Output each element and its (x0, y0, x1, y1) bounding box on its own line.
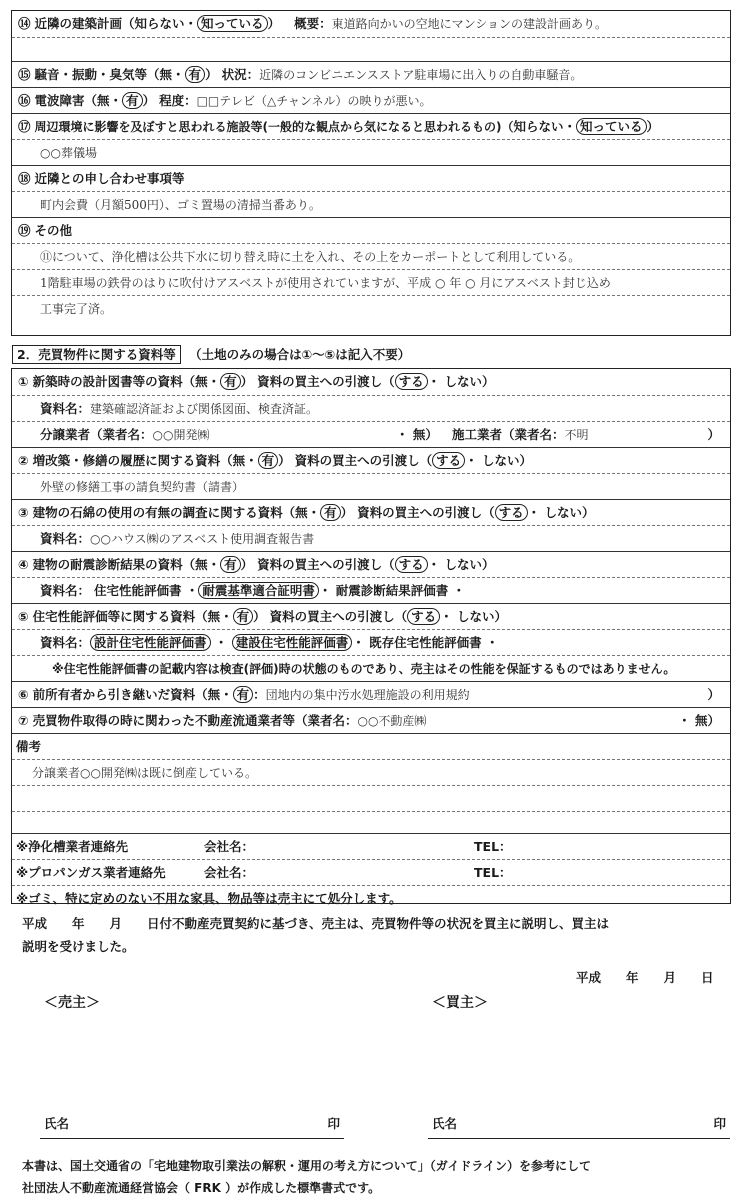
doc-name-value: 建築確認済証および関係図面、検査済証。 (90, 402, 319, 416)
separator: ・ (307, 505, 321, 520)
option-yes-circled: 有 (233, 686, 254, 703)
evaluation-note: ※住宅性能評価書の記載内容は検査(評価)時の状態のものであり、売主はその性能を保証するものではありません。 (52, 662, 676, 676)
remarks-value-row (12, 759, 730, 785)
handover-no: ・ しない） (427, 374, 495, 389)
colon: ： (253, 687, 266, 702)
handover-label: 資料の買主への引渡し（ (269, 609, 408, 624)
item-label: 周辺環境に影響を及ぼすと思われる施設等(一般的な観点から気になると思われるもの)（ (34, 120, 514, 134)
remarks-blank-row-2 (12, 811, 730, 833)
separator: ・ (207, 557, 221, 572)
performance-doc-option: 住宅性能評価書 ・ (94, 583, 199, 598)
remarks-label: 備考 (16, 739, 42, 754)
seller-signature-line[interactable] (40, 1114, 344, 1139)
garbage-note: ※ゴミ、特に定めのない不用な家具、物品等は売主にて処分します。 (16, 891, 402, 906)
item-label: 近隣との申し合わせ事項等 (34, 171, 185, 186)
paren: ） (240, 374, 254, 389)
item-number: ⑯ (18, 93, 31, 108)
separator: ・ (109, 93, 123, 108)
item-1-vendor-row (12, 421, 730, 447)
option-yes-circled: 有 (233, 608, 254, 625)
item-17-row (12, 113, 730, 139)
doc-name-label: 資料名： (40, 635, 91, 650)
company-label: 会社名： (204, 839, 255, 854)
status-label: 状況： (221, 67, 260, 82)
summary-value: 東道路向かいの空地にマンションの建設計画あり。 (331, 17, 608, 31)
seller-name-label: 氏名 (44, 1116, 70, 1131)
paren: ） (253, 609, 266, 624)
item-label: 住宅性能評価等に関する資料（ (32, 609, 208, 624)
facility-value: ○○葬儀場 (40, 146, 97, 160)
item-number: ① (18, 374, 29, 389)
item-label: 建物の石綿の使用の有無の調査に関する資料（ (32, 505, 296, 520)
buyer-signature-line[interactable] (428, 1114, 730, 1139)
design-eval-circled: 設計住宅性能評価書 (90, 634, 211, 651)
other-text: ⑪について、浄化槽は公共下水に切り替え時に土を入れ、その上をカーポートとして利用している。 (40, 250, 581, 264)
existing-eval-option: ・ 既存住宅性能評価書 ・ (352, 635, 499, 650)
propane-contact-row (12, 859, 730, 885)
item-1-row (12, 369, 730, 395)
item-label: 増改築・修繕の履歴に関する資料（ (32, 453, 233, 468)
option-yes-circled: 有 (258, 452, 279, 469)
item-2-value-row (12, 473, 730, 499)
developer-none: ・ 無） (396, 427, 438, 442)
documents-section (11, 368, 731, 904)
option-yes-circled: 有 (220, 556, 241, 573)
paren: ） (142, 93, 156, 108)
remarks-blank-row-1 (12, 785, 730, 811)
option-none: 無 (195, 374, 208, 389)
item-number: ⑥ (18, 687, 29, 702)
item-6-row (12, 681, 730, 707)
separator: ・ (245, 453, 258, 468)
handover-no: ・ しない） (427, 557, 495, 572)
item-number: ② (18, 453, 29, 468)
option-yes-circled: 有 (220, 373, 241, 390)
item-16-row (12, 87, 730, 113)
separator: ・ (220, 609, 233, 624)
section-2-title: 2．売買物件に関する資料等 (12, 345, 181, 364)
item-19-line-1 (12, 243, 730, 269)
separator: ・ (184, 16, 198, 31)
paren: ） (205, 67, 218, 82)
developer-value: ○○開発㈱ (152, 428, 210, 442)
buyer-name-label: 氏名 (432, 1116, 458, 1131)
item-14-blank-row (12, 37, 730, 61)
contractor-label: 施工業者（業者名： (452, 427, 565, 442)
item-4-row (12, 551, 730, 577)
paren: ） (240, 557, 254, 572)
option-none: 無 (97, 93, 110, 108)
item-number: ⑭ (18, 16, 31, 31)
handover-yes-circled: する (495, 504, 528, 521)
item-label: 建物の耐震診断結果の資料（ (32, 557, 196, 572)
item-3-row (12, 499, 730, 525)
item-7-row (12, 707, 730, 733)
item-18-row (12, 165, 730, 191)
degree-label: 程度： (159, 93, 197, 108)
option-none: 無 (195, 557, 208, 572)
seismic-cert-circled: 耐震基準適合証明書 (198, 582, 319, 599)
repair-doc-value: 外壁の修繕工事の請負契約書（請書） (40, 480, 245, 494)
item-number: ③ (18, 505, 29, 520)
paren: ） (267, 16, 281, 31)
degree-value: □□テレビ（△チャンネル）の映りが悪い。 (196, 94, 432, 108)
item-number: ⑱ (18, 171, 31, 186)
item-label: その他 (34, 223, 73, 238)
agreement-value: 町内会費（月額500円）、ゴミ置場の清掃当番あり。 (40, 198, 321, 212)
item-5-doc-row: 資料名： 設計住宅性能評価書 ・ 建設住宅性能評価書 ・ 既存住宅性能評価書 ・ (12, 629, 730, 655)
item-label: 新築時の設計図書等の資料（ (32, 374, 196, 389)
separator: ・ (172, 67, 185, 82)
option-know-circled: 知っている (576, 118, 647, 135)
option-yes-circled: 有 (320, 504, 341, 521)
declaration-line-2: 説明を受けました。 (22, 939, 135, 954)
handover-label: 資料の買主への引渡し（ (357, 505, 495, 520)
item-14-row (12, 11, 730, 37)
handover-yes-circled: する (395, 556, 428, 573)
tel-label: TEL： (474, 839, 512, 854)
handover-no: ・ しない） (465, 453, 533, 468)
sign-date: 平成 年 月 日 (576, 970, 714, 985)
item-label: 近隣の建築計画（ (34, 16, 135, 31)
option-yes-circled: 有 (122, 92, 143, 109)
paren: ） (340, 505, 354, 520)
buyer-seal-label: 印 (713, 1116, 726, 1131)
item-label: 売買物件取得の時に関わった不動産流通業者等（業者名： (32, 713, 358, 728)
remarks-header-row (12, 733, 730, 759)
summary-label: 概要： (294, 16, 332, 31)
section-2-header (12, 345, 410, 363)
handover-label: 資料の買主への引渡し（ (294, 453, 433, 468)
inherited-doc-value: 団地内の集中汚水処理施設の利用規約 (265, 688, 470, 702)
handover-no: ・ しない） (440, 609, 508, 624)
item-number: ⑲ (18, 223, 31, 238)
option-dont-know: 知らない (134, 16, 185, 31)
footnote-line-1: 本書は、国土交通省の「宅地建物取引業法の解釈・運用の考え方について」（ガイドライン）を参考にして (22, 1159, 592, 1173)
option-none: 無 (159, 67, 173, 82)
separator: ・ (207, 374, 221, 389)
declaration-line-1: 平成 年 月 日付不動産売買契約に基づき、売主は、売買物件等の状況を買主に説明し、買主は (22, 916, 610, 931)
contractor-value: 不明 (564, 428, 589, 442)
option-none: 無 (207, 687, 221, 702)
broker-value: ○○不動産㈱ (357, 714, 427, 728)
option-dont-know: 知らない (513, 119, 564, 134)
item-19-line-2 (12, 269, 730, 295)
item-5-note-row (12, 655, 730, 681)
item-4-doc-row (12, 577, 730, 603)
item-number: ⑦ (18, 713, 29, 728)
doc-name-value: ○○ハウス㈱のアスベスト使用調査報告書 (90, 532, 315, 546)
option-none: 無 (232, 453, 246, 468)
remarks-value: 分譲業者○○開発㈱は既に倒産している。 (32, 766, 257, 780)
section-2-note: （土地のみの場合は①～⑤は記入不要） (189, 347, 411, 362)
seller-label: ＜売主＞ (44, 995, 100, 1011)
buyer-label: ＜買主＞ (432, 995, 488, 1011)
paren: ） (707, 687, 720, 702)
item-number: ⑮ (18, 67, 31, 82)
seller-seal-label: 印 (327, 1116, 340, 1131)
item-label: 電波障害（ (34, 93, 98, 108)
item-19-line-3 (12, 295, 730, 321)
option-yes-circled: 有 (185, 66, 206, 83)
status-value: 近隣のコンビニエンスストア駐車場に出入りの自動車騒音。 (259, 68, 583, 82)
other-text: 工事完了済。 (40, 302, 113, 316)
option-know-circled: 知っている (197, 15, 268, 32)
item-5-row (12, 603, 730, 629)
item-19-row (12, 217, 730, 243)
item-number: ⑰ (18, 119, 31, 134)
doc-name-label: 資料名： (40, 531, 91, 546)
item-1-doc-row (12, 395, 730, 421)
item-number: ⑤ (18, 609, 29, 624)
item-3-doc-row (12, 525, 730, 551)
developer-label: 分譲業者（業者名： (40, 427, 153, 442)
propane-contact-label: ※プロパンガス業者連絡先 (16, 865, 166, 880)
tel-label: TEL： (474, 865, 512, 880)
septic-contact-label: ※浄化槽業者連絡先 (16, 839, 129, 854)
item-18-value-row (12, 191, 730, 217)
garbage-note-row (12, 885, 730, 911)
paren: ） (707, 427, 720, 442)
item-2-row (12, 447, 730, 473)
paren: ） (646, 119, 660, 134)
item-15-row (12, 61, 730, 87)
doc-name-label: 資料名： (40, 401, 91, 416)
neighborhood-section (11, 10, 731, 336)
item-17-value-row (12, 139, 730, 165)
item-number: ④ (18, 557, 29, 572)
handover-yes-circled: する (432, 452, 465, 469)
option-none: 無 (295, 505, 308, 520)
handover-yes-circled: する (407, 608, 440, 625)
footnote-line-2: 社団法人不動産流通経営協会（ FRK ）が作成した標準書式です。 (22, 1181, 381, 1195)
handover-label: 資料の買主への引渡し（ (257, 374, 395, 389)
broker-none: ・ 無） (678, 713, 720, 728)
seismic-diagnosis-option: ・ 耐震診断結果評価書 ・ (318, 583, 466, 598)
separator: ・ (563, 119, 577, 134)
handover-yes-circled: する (395, 373, 428, 390)
company-label: 会社名： (204, 865, 255, 880)
handover-no: ・ しない） (527, 505, 595, 520)
item-label: 前所有者から引き継いだ資料（ (32, 687, 208, 702)
construction-eval-circled: 建設住宅性能評価書 (232, 634, 353, 651)
option-none: 無 (207, 609, 221, 624)
septic-contact-row (12, 833, 730, 859)
other-text: 1階駐車場の鉄骨のはりに吹付けアスベストが使用されていますが、平成 ○ 年 ○ 月にアスベスト封じ込め (40, 276, 611, 290)
paren: ） (278, 453, 291, 468)
separator: ・ (220, 687, 233, 702)
handover-label: 資料の買主への引渡し（ (257, 557, 395, 572)
item-label: 騒音・振動・臭気等（ (34, 67, 160, 82)
doc-name-label: 資料名： (40, 583, 91, 598)
